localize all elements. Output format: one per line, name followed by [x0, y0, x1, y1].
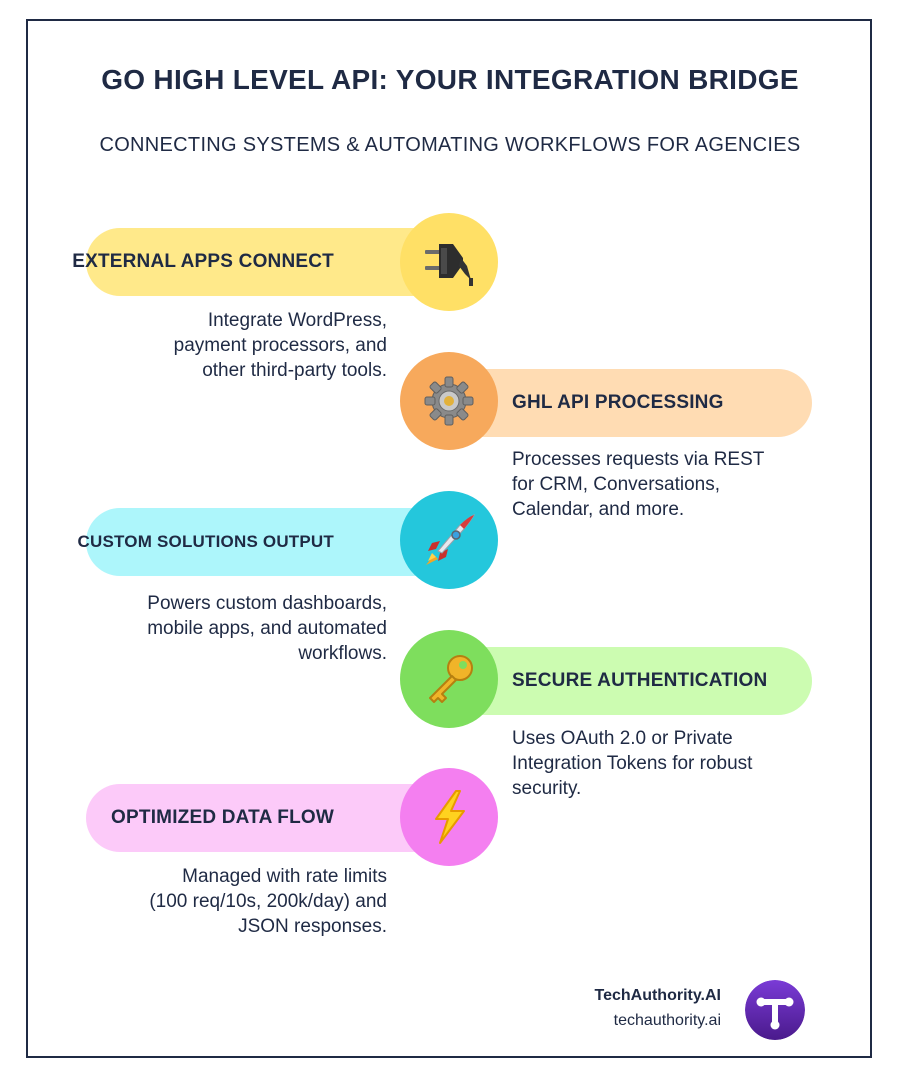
brand-name: TechAuthority.AI	[594, 987, 721, 1004]
step-pill-custom-solutions	[77, 508, 446, 576]
brand-url: techauthority.ai	[613, 1012, 721, 1029]
step-circle-data-flow	[400, 768, 498, 866]
step-circle-custom-solutions	[400, 491, 498, 589]
desc-line: JSON responses.	[238, 916, 387, 937]
step-label-api-processing: GHL API PROCESSING	[512, 392, 724, 413]
lightning-icon	[424, 789, 474, 845]
step-desc-data-flow	[100, 864, 387, 939]
step-circle-external-apps	[400, 213, 498, 311]
step-pill-external-apps	[72, 228, 446, 296]
desc-line: for CRM, Conversations,	[512, 474, 721, 495]
step-desc-secure-auth	[512, 726, 802, 801]
page-title: GO HIGH LEVEL API: YOUR INTEGRATION BRIDGE	[101, 64, 799, 95]
desc-line: workflows.	[298, 643, 387, 664]
rocket-icon	[420, 511, 478, 569]
desc-line: Uses OAuth 2.0 or Private	[512, 728, 733, 749]
step-pill-data-flow	[86, 784, 446, 852]
key-icon	[420, 650, 478, 708]
step-pill-api-processing	[450, 369, 812, 437]
step-label-external-apps: EXTERNAL APPS CONNECT	[72, 251, 334, 272]
desc-line: payment processors, and	[173, 335, 387, 356]
step-desc-custom-solutions	[100, 591, 387, 666]
step-desc-external-apps	[100, 308, 387, 383]
desc-line: Powers custom dashboards,	[147, 593, 387, 614]
step-label-custom-solutions: CUSTOM SOLUTIONS OUTPUT	[77, 532, 334, 551]
desc-line: other third-party tools.	[202, 360, 387, 381]
step-circle-api-processing	[400, 352, 498, 450]
step-pill-secure-auth	[450, 647, 812, 715]
desc-line: Processes requests via REST	[512, 449, 765, 470]
step-label-secure-auth: SECURE AUTHENTICATION	[512, 670, 768, 691]
step-label-data-flow: OPTIMIZED DATA FLOW	[111, 807, 334, 828]
techauthority-logo	[745, 980, 805, 1040]
desc-line: security.	[512, 778, 582, 799]
desc-line: Calendar, and more.	[512, 499, 685, 520]
plug-icon	[419, 232, 479, 292]
desc-line: Integration Tokens for robust	[512, 753, 753, 774]
desc-line: (100 req/10s, 200k/day) and	[149, 891, 387, 912]
desc-line: Integrate WordPress,	[207, 310, 387, 331]
desc-line: Managed with rate limits	[182, 866, 387, 887]
gear-icon	[421, 373, 477, 429]
step-circle-secure-auth	[400, 630, 498, 728]
step-desc-api-processing	[512, 447, 802, 522]
page-subtitle: CONNECTING SYSTEMS & AUTOMATING WORKFLOWS FOR AGENCIES	[99, 134, 801, 156]
desc-line: mobile apps, and automated	[147, 618, 387, 639]
